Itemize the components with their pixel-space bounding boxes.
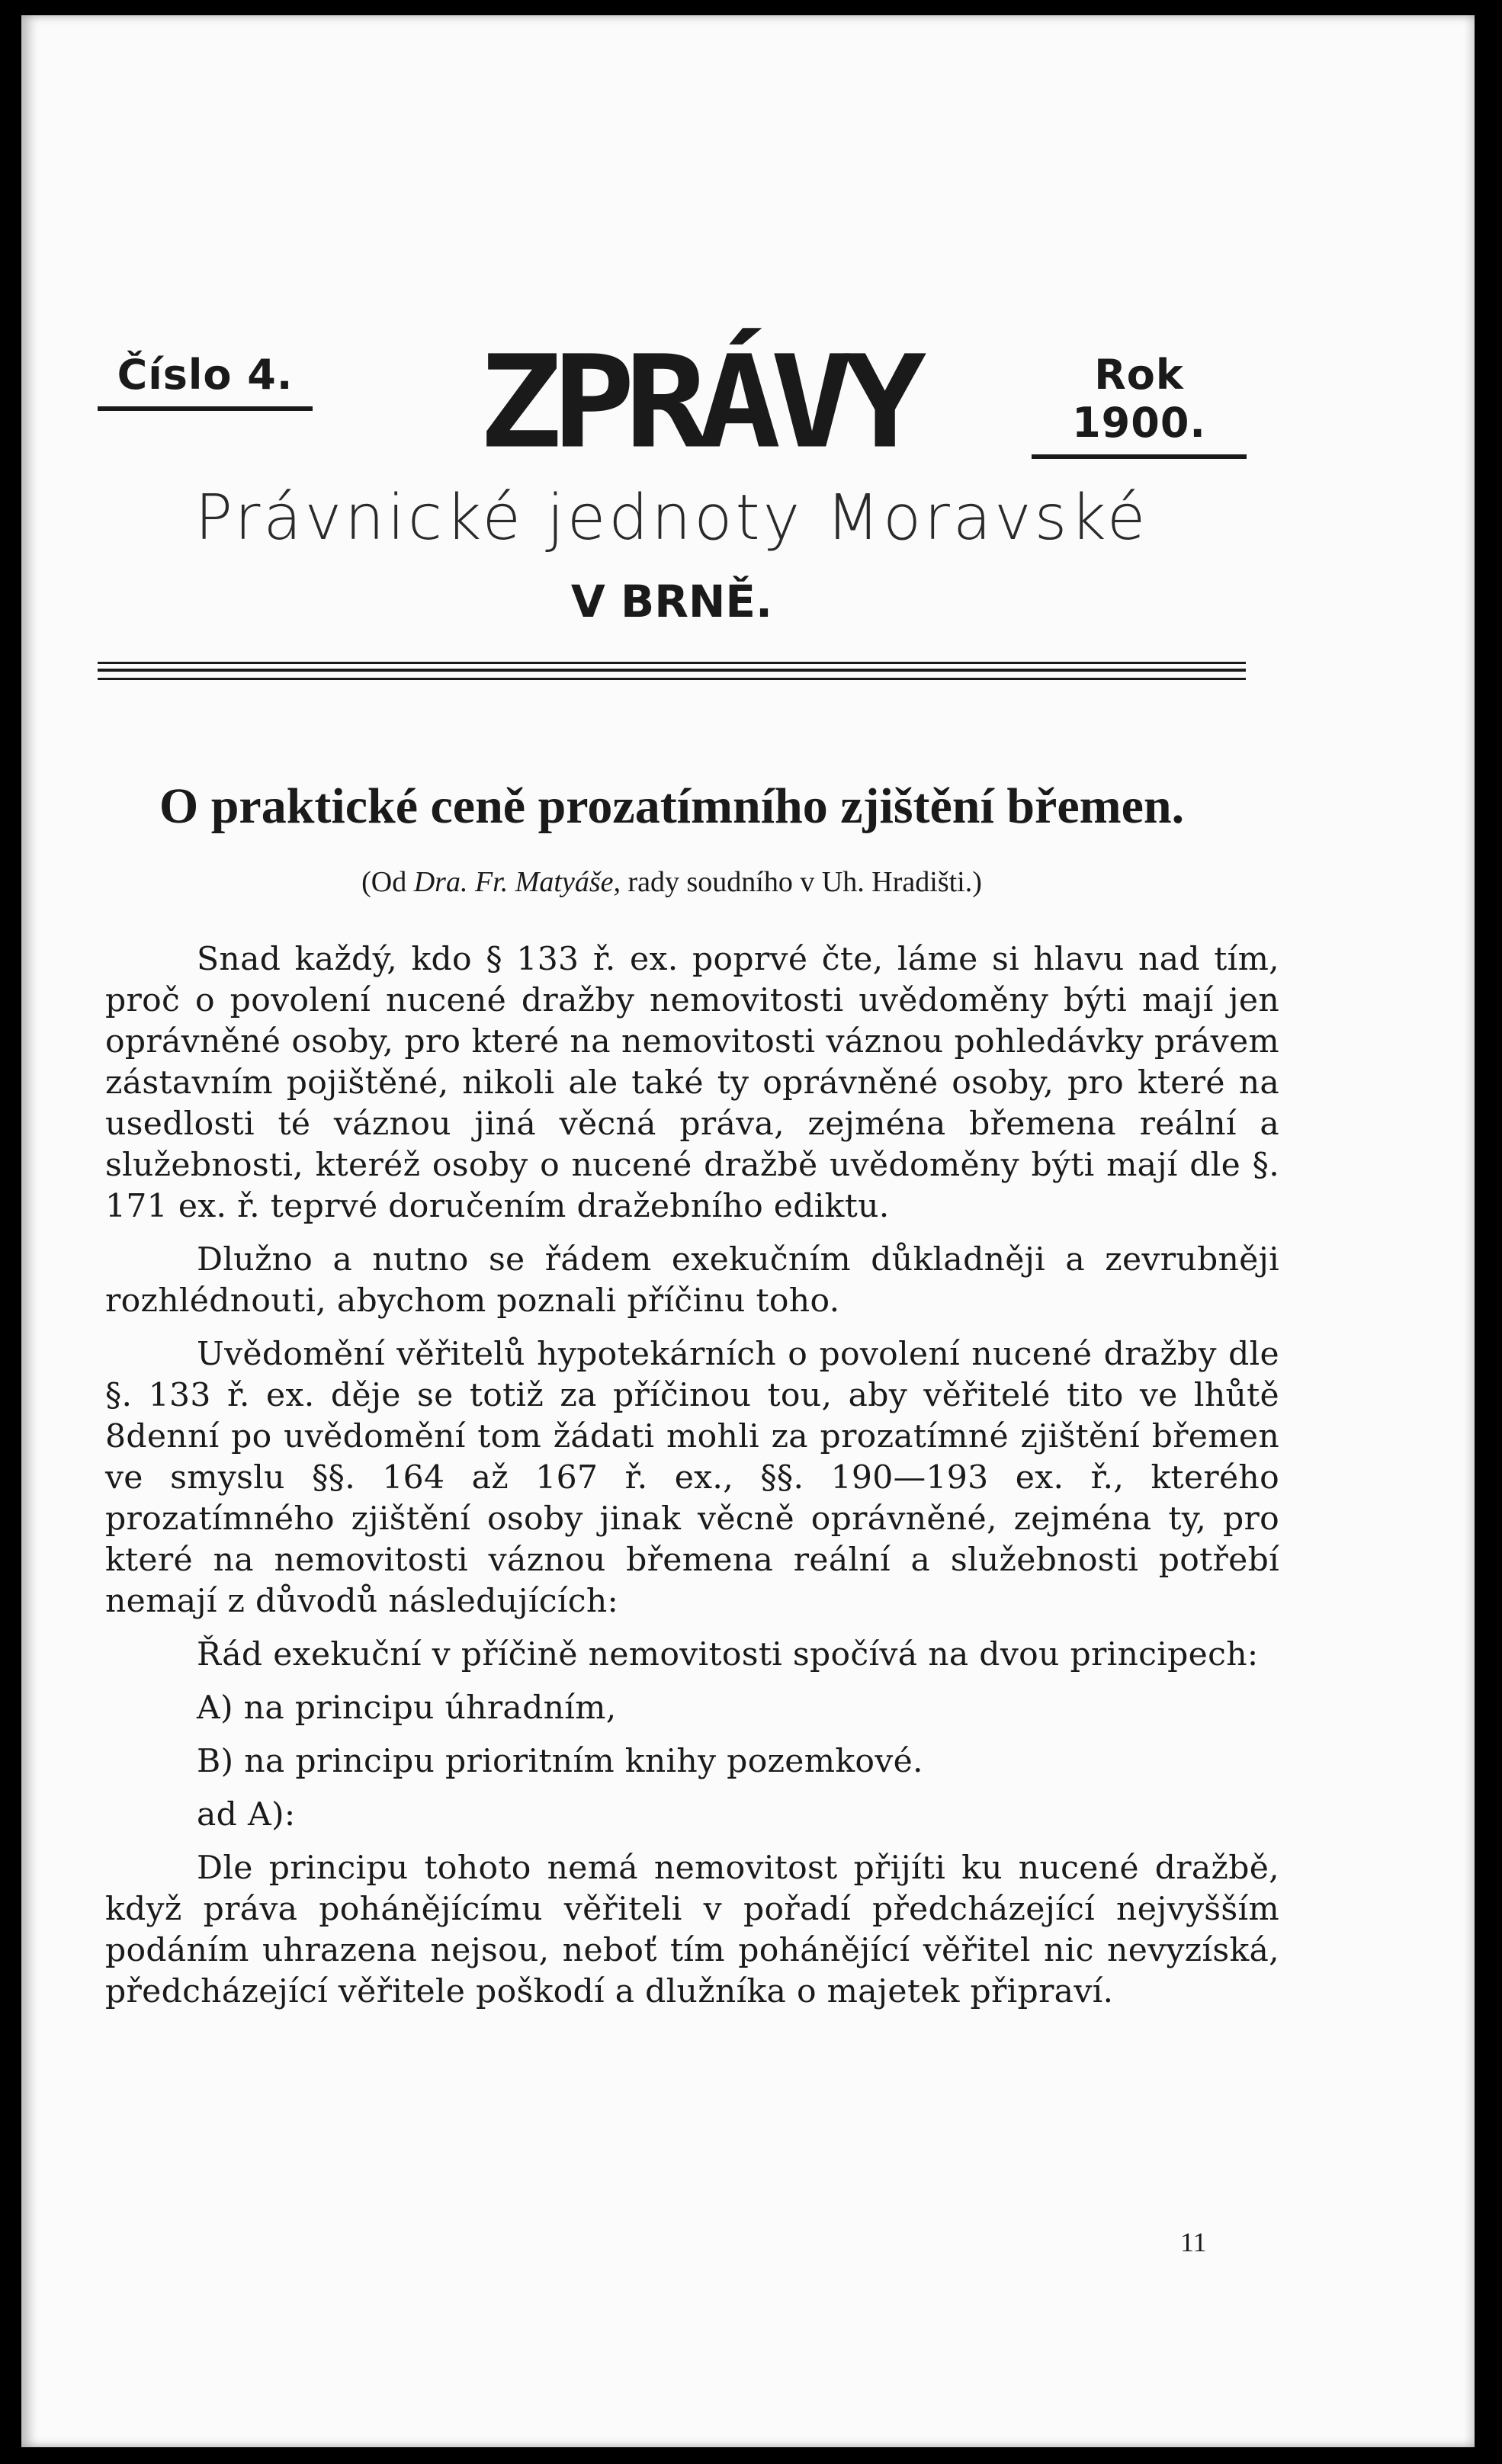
paragraph: Dlužno a nutno se řádem exekučním důkladněji a zevrubněji rozhlédnouti, abychom poznali příčinu toho.	[105, 1241, 1279, 1320]
paragraph: Dle principu tohoto nemá nemovitost přijíti ku nucené dražbě, když práva pohánějícímu věřiteli v pořadí předcházející nejvyšším podáním uhrazena nejsou, neboť tím pohánějící věřitel nic nevyzíská, předcházející věřitele poškodí a dlužníka o majetek připraví.	[105, 1850, 1279, 2010]
byline-author: Dra. Fr. Matyáše,	[413, 866, 621, 898]
paragraph: Snad každý, kdo § 133 ř. ex. poprvé čte, láme si hlavu nad tím, proč o povolení nucené dražby nemovitosti uvědoměny býti mají jen oprávněné osoby, pro které na nemovitosti váznou pohledávky právem zástavním pojištěné, nikoli ale také ty oprávněné osoby, pro které na usedlosti té váznou jiná věcná práva, zejména břemena reální a služebnosti, kteréž osoby o nucené dražbě uvědoměny býti mají dle §. 171 ex. ř. teprvé doručením dražebního ediktu.	[105, 941, 1279, 1225]
page-number: 11	[1180, 2227, 1207, 2257]
byline-suffix: rady soudního v Uh. Hradišti.)	[620, 866, 982, 898]
journal-subtitle: Právnické jednoty Moravské	[194, 482, 1149, 554]
paragraph: Uvědomění věřitelů hypotekárních o povolení nucené dražby dle §. 133 ř. ex. děje se totiž za příčinou tou, aby věřitelé tito ve lhůtě 8denní po uvědomění tom žádati mohli za prozatímné zjištění břemen ve smyslu §§. 164 až 167 ř. ex., §§. 190—193 ex. ř., kterého prozatímného zjištění osoby jinak věcně oprávněné, zejména ty, pro které na nemovitosti váznou břemena reální a služebnosti potřebí nemají z důvodů následujících:	[105, 1336, 1279, 1620]
journal-title: ZPRÁVY	[479, 328, 916, 477]
section-label: ad A):	[197, 1796, 296, 1834]
list-item: A) na principu úhradním,	[197, 1689, 617, 1727]
article-body	[105, 939, 1279, 2025]
issue-year: Rok 1900.	[1032, 351, 1247, 459]
article-byline	[98, 865, 1246, 899]
document-page	[21, 15, 1475, 2447]
byline-prefix: (Od	[361, 866, 414, 898]
double-rule-divider	[98, 662, 1246, 680]
issue-number: Číslo 4.	[98, 351, 313, 411]
list-item: B) na principu prioritním knihy pozemkové.	[197, 1743, 923, 1780]
paragraph: Řád exekuční v příčině nemovitosti spočívá na dvou principech:	[197, 1636, 1259, 1673]
journal-city: V BRNĚ.	[570, 576, 773, 627]
article-heading: O praktické ceně prozatímního zjištění břemen.	[159, 778, 1185, 834]
